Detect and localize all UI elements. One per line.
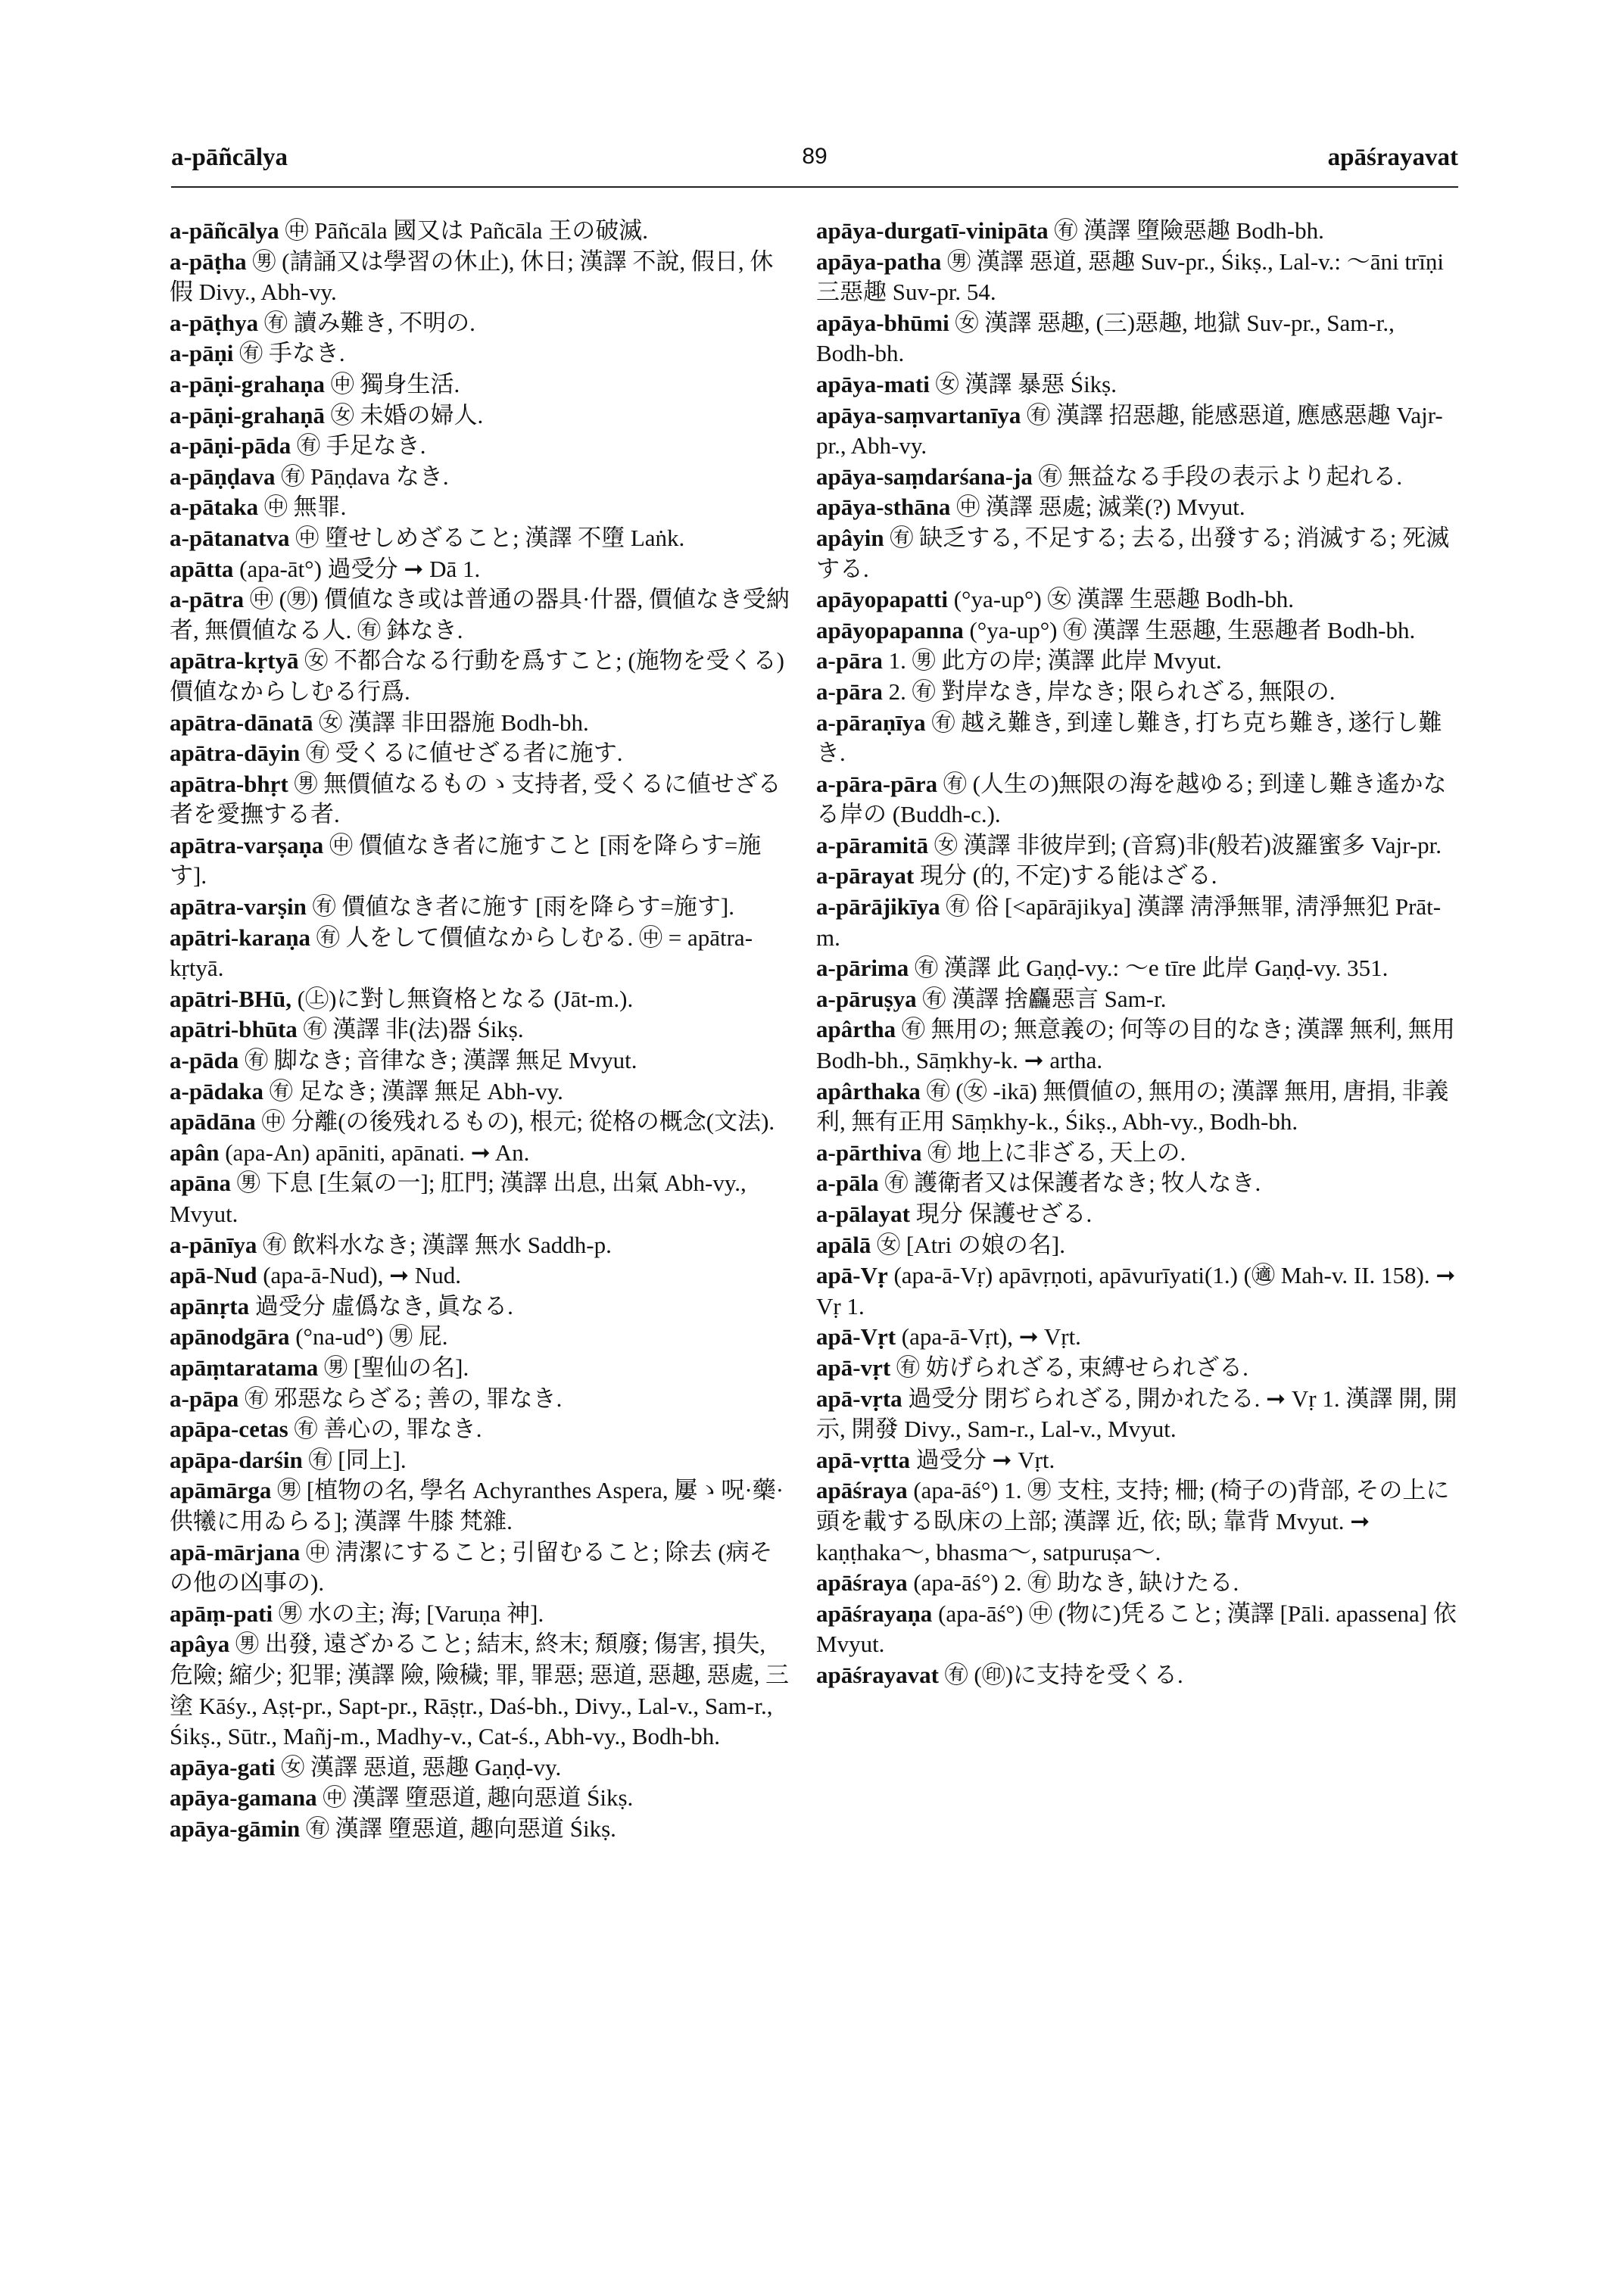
dictionary-entry (816, 308, 1458, 369)
dictionary-entry (170, 1353, 793, 1384)
dictionary-entry (816, 1199, 1458, 1230)
entry-definition: ㊒ 脚なき; 音律なき; 漢譯 無足 Mvyut. (245, 1047, 637, 1074)
dictionary-entry (816, 1076, 1458, 1138)
entry-headword: apālā (816, 1231, 871, 1258)
entry-definition: ㊒ 邪惡ならざる; 善の, 罪なき. (245, 1385, 563, 1412)
entry-headword: apāya-mati (816, 370, 930, 397)
entry-headword: apā-mārjana (170, 1538, 301, 1566)
entry-definition: ㊒ 人をして價値なからしむる. ㊥ = apātra-kṛtyā. (170, 924, 753, 982)
entry-definition: ㊥ 漢譯 惡處; 滅業(?) Mvyut. (956, 494, 1245, 521)
entry-definition: ㊒ 飲料水なき; 漢譯 無水 Saddh-p. (263, 1231, 612, 1258)
entry-definition: (apa-An) apāniti, apānati. ➞ An. (225, 1139, 530, 1166)
dictionary-entry (816, 1599, 1458, 1660)
dictionary-entry (170, 400, 793, 431)
dictionary-entry (816, 492, 1458, 523)
entry-definition: ㊒ 無用の; 無意義の; 何等の目的なき; 漢譯 無利, 無用 Bodh-bh., Sāṃkhy-k. ➞ artha. (816, 1016, 1455, 1074)
entry-definition: ㊛ 漢譯 暴惡 Śikṣ. (935, 370, 1117, 397)
dictionary-entry (170, 247, 793, 308)
header-last-entry: apāśrayavat (1327, 144, 1458, 171)
entry-headword: apānodgāra (170, 1323, 290, 1351)
dictionary-entry (816, 830, 1458, 861)
dictionary-entry (816, 1475, 1458, 1568)
entry-definition: ㊒ (㊞)に支持を受くる. (944, 1661, 1183, 1688)
entry-definition: ㊒ 足なき; 漢譯 無足 Abh-vy. (269, 1077, 563, 1104)
dictionary-entry (816, 1260, 1458, 1322)
dictionary-entry (816, 1322, 1458, 1353)
dictionary-entry (170, 308, 793, 339)
entry-headword: apā-Vṛ (816, 1262, 888, 1289)
entry-definition: (apa-āś°) 1. ㊚ 支柱, 支持; 柵; (椅子の)背部, その上に頭を載する臥床の上部; 漢譯 近, 依; 臥; 靠背 Mvyut. ➞ kaṇṭhaka～, bhasma～, satpuruṣa～. (816, 1477, 1450, 1566)
entry-definition: ㊒ 漢譯 此 Gaṇḍ-vy.: ～e tīre 此岸 Gaṇḍ-vy. 351. (915, 955, 1389, 982)
entry-definition: ㊛ [Atri の娘の名]. (877, 1231, 1065, 1258)
dictionary-entry (816, 1568, 1458, 1599)
dictionary-entry (816, 1230, 1458, 1261)
entry-headword: apātra-kṛtyā (170, 647, 299, 675)
entry-definition: ㊒ 越え難き, 到達し難き, 打ち克ち難き, 遂行し難き. (816, 709, 1442, 767)
entry-definition: ㊥ Pāñcāla 國又は Pañcāla 王の破滅. (285, 217, 648, 244)
entry-headword: apāyopapanna (816, 616, 964, 643)
entry-definition: ㊛ 不都合なる行動を爲すこと; (施物を受くる)價値なからしむる行爲. (170, 647, 784, 705)
entry-headword: apāya-gati (170, 1753, 276, 1781)
dictionary-entry (170, 1599, 793, 1630)
dictionary-entry (170, 708, 793, 739)
entry-definition: ㊥ (㊚) 價値なき或は普通の器具·什器, 價値なき受納者, 無價値なる人. ㊒ 鉢なき. (170, 586, 790, 643)
entry-definition: (apa-āś°) ㊥ (物に)凭ること; 漢譯 [Pāli. apassena] 依 Mvyut. (816, 1600, 1457, 1658)
dictionary-entry (170, 646, 793, 707)
entry-definition: ㊒ 手なき. (239, 340, 345, 367)
dictionary-entry (170, 1168, 793, 1229)
entry-definition: ㊛ 漢譯 惡道, 惡趣 Gaṇḍ-vy. (281, 1753, 562, 1781)
entry-headword: a-pāṇi-grahaṇa (170, 370, 325, 397)
entry-headword: a-pārima (816, 955, 909, 982)
entry-headword: a-pārājikīya (816, 893, 940, 921)
dictionary-entry (170, 1629, 793, 1752)
page-number: 89 (802, 144, 828, 169)
entry-headword: apānṛta (170, 1292, 250, 1319)
dictionary-entry (170, 1783, 793, 1814)
entry-headword: apāṃ-pati (170, 1600, 273, 1627)
entry-definition: ㊒ [同上]. (308, 1446, 407, 1473)
entry-headword: apāśraya (816, 1477, 908, 1504)
dictionary-entry (170, 892, 793, 923)
left-column (170, 216, 793, 1844)
entry-headword: apā-vṛtta (816, 1446, 910, 1473)
entry-headword: apāya-bhūmi (816, 309, 949, 336)
entry-definition: (°ya-up°) ㊒ 漢譯 生惡趣, 生惡趣者 Bodh-bh. (969, 616, 1416, 643)
entry-definition: ㊚ [聖仙の名]. (324, 1354, 469, 1381)
entry-headword: apāśrayaṇa (816, 1600, 933, 1627)
dictionary-entry (170, 1414, 793, 1445)
entry-headword: apātra-dānatā (170, 709, 313, 736)
dictionary-entry (170, 1445, 793, 1476)
dictionary-entry (170, 1138, 793, 1169)
entry-definition: ㊒ 受くるに値せざる者に施す. (306, 740, 623, 767)
dictionary-entry (170, 462, 793, 493)
entry-definition: ㊒ 無益なる手段の表示より起れる. (1038, 463, 1403, 490)
dictionary-entry (170, 1814, 793, 1845)
entry-definition: ㊛ 漢譯 非彼岸到; (音寫)非(般若)波羅蜜多 Vajr-pr. (934, 831, 1442, 858)
dictionary-entry (816, 369, 1458, 400)
entry-definition: ㊥ 墮せしめざること; 漢譯 不墮 Laṅk. (295, 524, 685, 551)
entry-headword: apā-Vṛt (816, 1323, 896, 1351)
entry-definition: ㊥ 無罪. (263, 494, 347, 521)
entry-definition: ㊛ 漢譯 非田器施 Bodh-bh. (319, 709, 589, 736)
entry-definition: ㊥ 獨身生活. (330, 370, 460, 397)
dictionary-entry (170, 523, 793, 554)
entry-headword: apādāna (170, 1108, 256, 1136)
entry-headword: a-pāla (816, 1170, 879, 1197)
entry-headword: a-pānīya (170, 1231, 257, 1258)
entry-headword: apāpa-cetas (170, 1416, 288, 1443)
dictionary-entry (170, 1107, 793, 1138)
entry-headword: apātra-varṣin (170, 893, 307, 921)
entry-headword: apātta (170, 555, 234, 582)
entry-headword: apā-vṛta (816, 1385, 902, 1412)
entry-definition: (°ya-up°) ㊛ 漢譯 生惡趣 Bodh-bh. (953, 586, 1295, 613)
entry-definition: ㊒ 漢譯 墮險惡趣 Bodh-bh. (1054, 217, 1324, 244)
dictionary-entry (816, 1445, 1458, 1476)
entry-definition: (apa-ā-Vṛ) apāvṛṇoti, apāvurīyati(1.) (㊜ Mah-v. II. 158). ➞ Vṛ 1. (816, 1262, 1456, 1319)
entry-definition: (apa-ā-Nud), ➞ Nud. (263, 1262, 462, 1289)
entry-definition: ㊒ 妨げられざる, 束縛せられざる. (896, 1354, 1248, 1381)
dictionary-entry (816, 247, 1458, 308)
entry-definition: 2. ㊒ 對岸なき, 岸なき; 限られざる, 無限の. (888, 678, 1336, 705)
dictionary-entry (170, 1537, 793, 1599)
entry-headword: a-pāra-pāra (816, 770, 938, 797)
entry-definition: (apa-āt°) 過受分 ➞ Dā 1. (239, 555, 481, 582)
entry-definition: ㊒ 地上に非ざる, 天上の. (927, 1139, 1186, 1166)
entry-headword: apāna (170, 1170, 231, 1197)
dictionary-entry (816, 1014, 1458, 1076)
dictionary-entry (816, 584, 1458, 615)
entry-definition: ㊒ 漢譯 招惡趣, 能感惡道, 應感惡趣 Vajr-pr., Abh-vy. (816, 401, 1443, 460)
dictionary-entry (816, 1138, 1458, 1169)
dictionary-entry (170, 554, 793, 585)
entry-headword: apāya-gamana (170, 1784, 317, 1812)
entry-headword: apāṃtaratama (170, 1354, 319, 1381)
entry-headword: apā-vṛt (816, 1354, 891, 1381)
dictionary-entry (170, 1384, 793, 1415)
page-header (171, 144, 1458, 186)
entry-headword: apâyin (816, 524, 884, 551)
dictionary-entry (170, 984, 793, 1015)
entry-headword: a-pāramitā (816, 831, 929, 858)
dictionary-entry (816, 400, 1458, 462)
dictionary-entry (170, 1045, 793, 1076)
dictionary-entry (170, 738, 793, 769)
dictionary-entry (170, 1260, 793, 1291)
dictionary-entry (170, 338, 793, 369)
dictionary-entry (816, 462, 1458, 493)
entry-headword: apāmārga (170, 1477, 272, 1504)
dictionary-entry (816, 523, 1458, 584)
entry-definition: ㊚ 出發, 遠ざかること; 結末, 終末; 頹廢; 傷害, 損失, 危險; 縮少; 犯罪; 漢譯 險, 險穢; 罪, 罪惡; 惡道, 惡趣, 惡處, 三塗 Kāśy., Aṣṭ-pr., Sapt-pr., Rāṣṭr., Daś-bh., Divy., Lal-v., Sam-r., Śikṣ., Sūtr., Mañj-m., Madhy-v., Cat-ś., Abh-vy., Bodh-bh. (170, 1631, 790, 1750)
entry-headword: a-pālayat (816, 1201, 910, 1227)
entry-definition: ㊥ 淸潔にすること; 引留むること; 除去 (病その他の凶事の). (170, 1538, 773, 1597)
entry-headword: apāya-saṃvartanīya (816, 401, 1021, 428)
dictionary-entry (816, 984, 1458, 1015)
dictionary-entry (170, 492, 793, 523)
entry-headword: apāya-sthāna (816, 494, 951, 521)
dictionary-entry (816, 861, 1458, 892)
dictionary-entry (170, 584, 793, 646)
entry-definition: (°na-ud°) ㊚ 屁. (295, 1323, 448, 1351)
entry-definition: ㊒ 讀み難き, 不明の. (263, 309, 475, 336)
entry-definition: ㊛ 漢譯 惡趣, (三)惡趣, 地獄 Suv-pr., Sam-r., Bodh-bh. (816, 309, 1395, 367)
entry-headword: apāya-saṃdarśana-ja (816, 463, 1033, 490)
entry-definition: ㊚ 下息 [生氣の一]; 肛門; 漢譯 出息, 出氣 Abh-vy., Mvyut. (170, 1170, 747, 1227)
entry-headword: a-pātaka (170, 494, 259, 521)
entry-definition: 現分 保護せざる. (915, 1201, 1093, 1227)
entry-headword: apân (170, 1139, 220, 1166)
dictionary-entry (170, 1322, 793, 1353)
dictionary-entry (170, 216, 793, 247)
entry-headword: a-pāra (816, 647, 883, 675)
dictionary-entry (816, 216, 1458, 247)
entry-definition: ㊚ 漢譯 惡道, 惡趣 Suv-pr., Śikṣ., Lal-v.: ～āni trīṇi 三惡趣 Suv-pr. 54. (816, 248, 1444, 306)
entry-headword: a-pāṇḍava (170, 463, 276, 490)
entry-definition: ㊒ 漢譯 非(法)器 Śikṣ. (303, 1016, 524, 1043)
entry-headword: apāya-patha (816, 248, 942, 275)
entry-headword: apârtha (816, 1016, 896, 1043)
dictionary-entry (816, 615, 1458, 646)
entry-headword: a-pāṇi (170, 340, 234, 367)
entry-headword: a-pāṇi-pāda (170, 432, 291, 460)
dictionary-entry (170, 1076, 793, 1108)
entry-definition: ㊥ 漢譯 墮惡道, 趣向惡道 Śikṣ. (323, 1784, 634, 1812)
entry-headword: apāyopapatti (816, 586, 948, 613)
entry-headword: a-pāṭha (170, 248, 247, 275)
entry-definition: ㊒ 漢譯 墮惡道, 趣向惡道 Śikṣ. (306, 1815, 616, 1842)
dictionary-entry (170, 1291, 793, 1323)
dictionary-entry (170, 769, 793, 830)
entry-headword: a-pāda (170, 1047, 239, 1074)
entry-definition: ㊒ 漢譯 捨麤惡言 Sam-r. (922, 985, 1167, 1012)
dictionary-entry (816, 1353, 1458, 1384)
dictionary-entry (816, 769, 1458, 830)
header-first-entry: a-pāñcālya (171, 144, 288, 171)
entry-headword: a-pārthiva (816, 1139, 922, 1166)
entry-headword: apāya-gāmin (170, 1815, 301, 1842)
entry-definition: ㊒ (㊛ -ikā) 無價値の, 無用の; 漢譯 無用, 唐捐, 非義利, 無有正用 Sāṃkhy-k., Śikṣ., Abh-vy., Bodh-bh. (816, 1077, 1449, 1136)
entry-headword: a-pāñcālya (170, 217, 279, 244)
entry-headword: apâya (170, 1631, 230, 1658)
entry-headword: apātra-dāyin (170, 740, 301, 767)
entry-definition: ㊚ (請誦又は學習の休止), 休日; 漢譯 不說, 假日, 休假 Divy., Abh-vy. (170, 248, 774, 306)
header-rule (171, 186, 1458, 188)
entry-definition: ㊛ 未婚の婦人. (330, 401, 484, 428)
dictionary-entry (170, 1752, 793, 1784)
entry-definition: ㊒ 善心の, 罪なき. (294, 1416, 482, 1443)
entry-definition: ㊚ 無價値なるものゝ支持者, 受くるに値せざる者を愛撫する者. (170, 770, 781, 828)
entry-headword: apāpa-darśin (170, 1446, 303, 1473)
entry-headword: apātri-bhūta (170, 1016, 298, 1043)
entry-headword: a-pāra (816, 678, 883, 705)
entry-headword: a-pāruṣya (816, 985, 917, 1012)
dictionary-entry (816, 892, 1458, 953)
dictionary-entry (816, 1660, 1458, 1691)
entry-definition: ㊒ Pāṇḍava なき. (281, 463, 449, 490)
entry-definition: 過受分 虛僞なき, 眞なる. (254, 1292, 513, 1319)
entry-definition: (㊤)に對し無資格となる (Jāt-m.). (297, 985, 634, 1012)
entry-definition: ㊚ 水の主; 海; [Varuṇa 神]. (278, 1600, 544, 1627)
entry-headword: a-pāṇi-grahaṇā (170, 401, 325, 428)
right-column (816, 216, 1458, 1691)
entry-definition: 現分 (的, 不定)する能はざる. (919, 862, 1217, 889)
dictionary-entry (816, 953, 1458, 984)
dictionary-entry (170, 1230, 793, 1261)
dictionary-entry (816, 677, 1458, 708)
dictionary-entry (170, 1475, 793, 1537)
entry-definition: ㊒ 缺乏する, 不足する; 去る, 出發する; 消滅する; 死滅する. (816, 524, 1450, 582)
entry-headword: apātri-BHū, (170, 985, 292, 1012)
entry-headword: a-pārayat (816, 862, 915, 889)
entry-headword: a-pātanatva (170, 524, 290, 551)
dictionary-entry (170, 431, 793, 462)
dictionary-entry (170, 830, 793, 892)
entry-definition: ㊥ 分離(の後残れるもの), 根元; 從格の概念(文法). (261, 1108, 775, 1136)
entry-definition: 過受分 ➞ Vṛt. (915, 1446, 1055, 1473)
entry-headword: a-pāṭhya (170, 309, 259, 336)
entry-definition: 1. ㊚ 此方の岸; 漢譯 此岸 Mvyut. (888, 647, 1222, 675)
entry-headword: a-pāpa (170, 1385, 239, 1412)
dictionary-entry (816, 1384, 1458, 1445)
dictionary-entry (170, 1014, 793, 1045)
dictionary-entry (816, 708, 1458, 769)
entry-headword: apârthaka (816, 1077, 921, 1104)
entry-headword: a-pāraṇīya (816, 709, 926, 736)
entry-headword: apātri-karaṇa (170, 924, 310, 951)
entry-definition: ㊒ (人生の)無限の海を越ゆる; 到達し難き遙かなる岸の (Buddh-c.). (816, 770, 1447, 828)
entry-headword: apāśrayavat (816, 1661, 939, 1688)
entry-definition: ㊒ 護衛者又は保護者なき; 牧人なき. (884, 1170, 1261, 1197)
dictionary-entry (816, 646, 1458, 677)
entry-definition: ㊒ 手足なき. (296, 432, 426, 460)
dictionary-entry (170, 923, 793, 984)
entry-headword: apātra-bhṛt (170, 770, 288, 797)
entry-definition: ㊒ 價値なき者に施す [雨を降らす=施す]. (312, 893, 734, 921)
dictionary-entry (170, 369, 793, 400)
entry-definition: ㊥ 價値なき者に施すこと [雨を降らす=施す]. (170, 831, 762, 889)
entry-definition: (apa-ā-Vṛt), ➞ Vṛt. (901, 1323, 1081, 1351)
entry-definition: (apa-āś°) 2. ㊒ 助なき, 缺けたる. (913, 1569, 1239, 1597)
entry-definition: 過受分 閉ぢられざる, 開かれたる. ➞ Vṛ 1. 漢譯 開, 開示, 開發 Divy., Sam-r., Lal-v., Mvyut. (816, 1385, 1457, 1443)
entry-headword: apāya-durgatī-vinipāta (816, 217, 1049, 244)
dictionary-entry (816, 1168, 1458, 1199)
entry-headword: a-pātra (170, 586, 245, 613)
entry-definition: ㊒ 俗 [<apārājikya] 漢譯 淸淨無罪, 淸淨無犯 Prāt-m. (816, 893, 1442, 951)
entry-headword: apā-Nud (170, 1262, 257, 1289)
entry-headword: apāśraya (816, 1569, 908, 1597)
entry-headword: apātra-varṣaṇa (170, 831, 324, 858)
entry-definition: ㊚ [植物の名, 學名 Achyranthes Aspera, 屢ゝ呪·藥·供犧に用ゐらる]; 漢譯 牛膝 梵雜. (170, 1477, 784, 1534)
entry-headword: a-pādaka (170, 1077, 264, 1104)
